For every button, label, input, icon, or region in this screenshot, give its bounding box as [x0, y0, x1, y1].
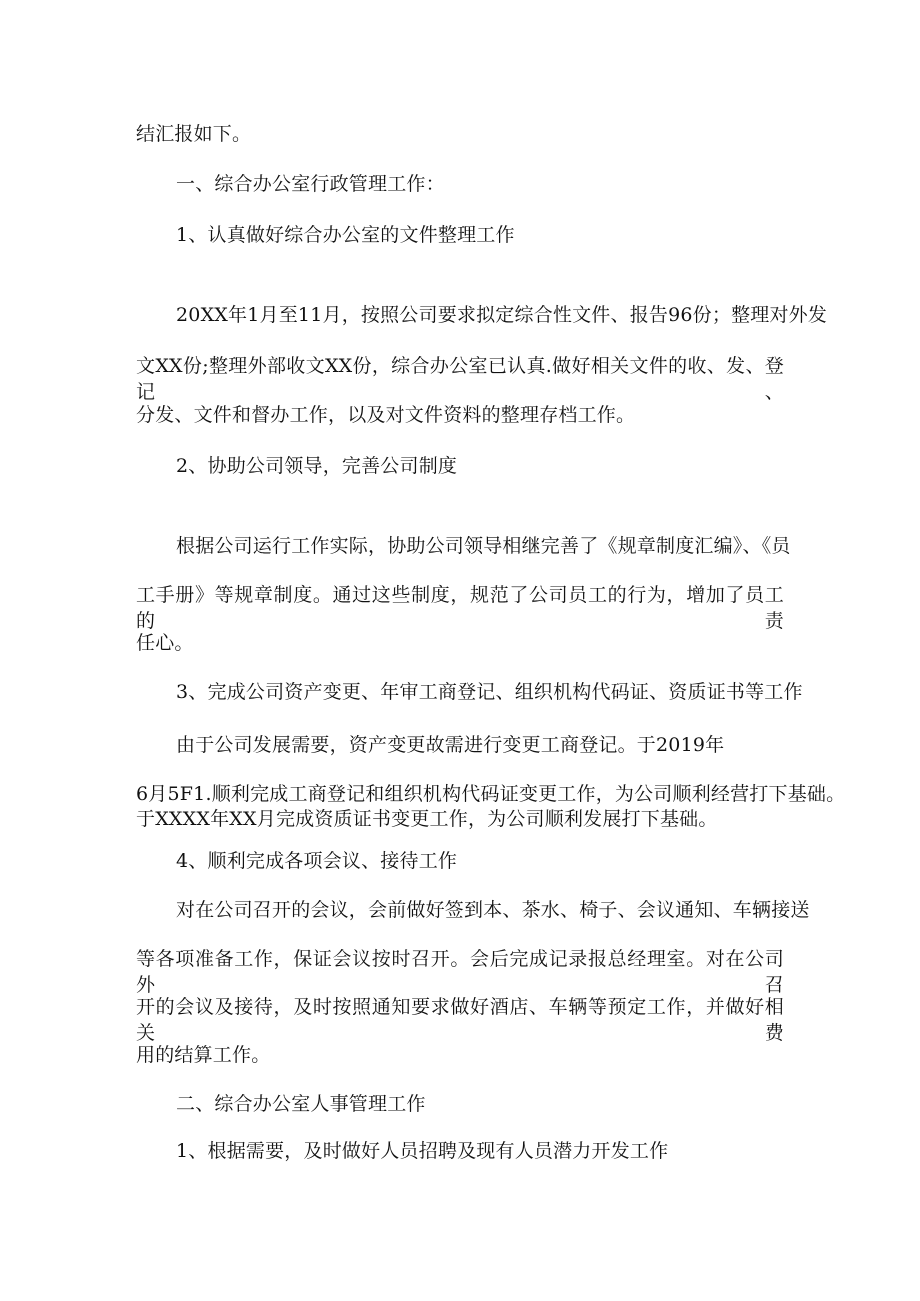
section-heading-text: 一、综合办公室行政管理工作： [176, 173, 445, 195]
paragraph-text: 对在公司召开的会议，会前做好签到本、茶水、椅子、会议通知、车辆接送 [176, 899, 810, 921]
paragraph-text: 分发、文件和督办工作，以及对文件资料的整理存档工作。 [136, 404, 636, 426]
section-heading-text: 二、综合办公室人事管理工作 [176, 1093, 426, 1115]
paragraph-text: 工手册》等规章制度。通过这些制度，规范了公司员工的行为，增加了员工的责 [136, 584, 784, 632]
subsection-heading-text: 1、认真做好综合办公室的文件整理工作 [176, 224, 515, 246]
subsection-heading-text: 4、顺利完成各项会议、接待工作 [176, 850, 458, 872]
paragraph-text: 开的会议及接待，及时按照通知要求做好酒店、车辆等预定工作，并做好相关费 [136, 996, 784, 1044]
paragraph-text: 根据公司运行工作实际，协助公司领导相继完善了《规章制度汇编》、《员 [176, 535, 791, 557]
paragraph-text: 20XX年1月至11月，按照公司要求拟定综合性文件、报告96份；整理对外发 [176, 304, 828, 326]
paragraph-text: 用的结算工作。 [136, 1044, 271, 1066]
paragraph-text: 于XXXX年XX月完成资质证书变更工作，为公司顺利发展打下基础。 [136, 808, 718, 830]
paragraph-text: 结汇报如下。 [136, 123, 252, 145]
subsection-heading-text: 3、完成公司资产变更、年审工商登记、组织机构代码证、资质证书等工作 [176, 681, 803, 703]
paragraph-text: 任心。 [136, 632, 194, 654]
paragraph-text: 文XX份;整理外部收文XX份，综合办公室已认真.做好相关文件的收、发、登记、 [136, 355, 784, 403]
subsection-heading-text: 2、协助公司领导，完善公司制度 [176, 455, 458, 477]
subsection-heading-text: 1、根据需要，及时做好人员招聘及现有人员潜力开发工作 [176, 1140, 669, 1162]
paragraph-text: 6月5F1.顺利完成工商登记和组织机构代码证变更工作，为公司顺利经营打下基础。 [136, 783, 846, 805]
paragraph-text: 等各项准备工作，保证会议按时召开。会后完成记录报总经理室。对在公司外召 [136, 948, 784, 996]
paragraph-text: 由于公司发展需要，资产变更故需进行变更工商登记。于2019年 [176, 734, 725, 756]
